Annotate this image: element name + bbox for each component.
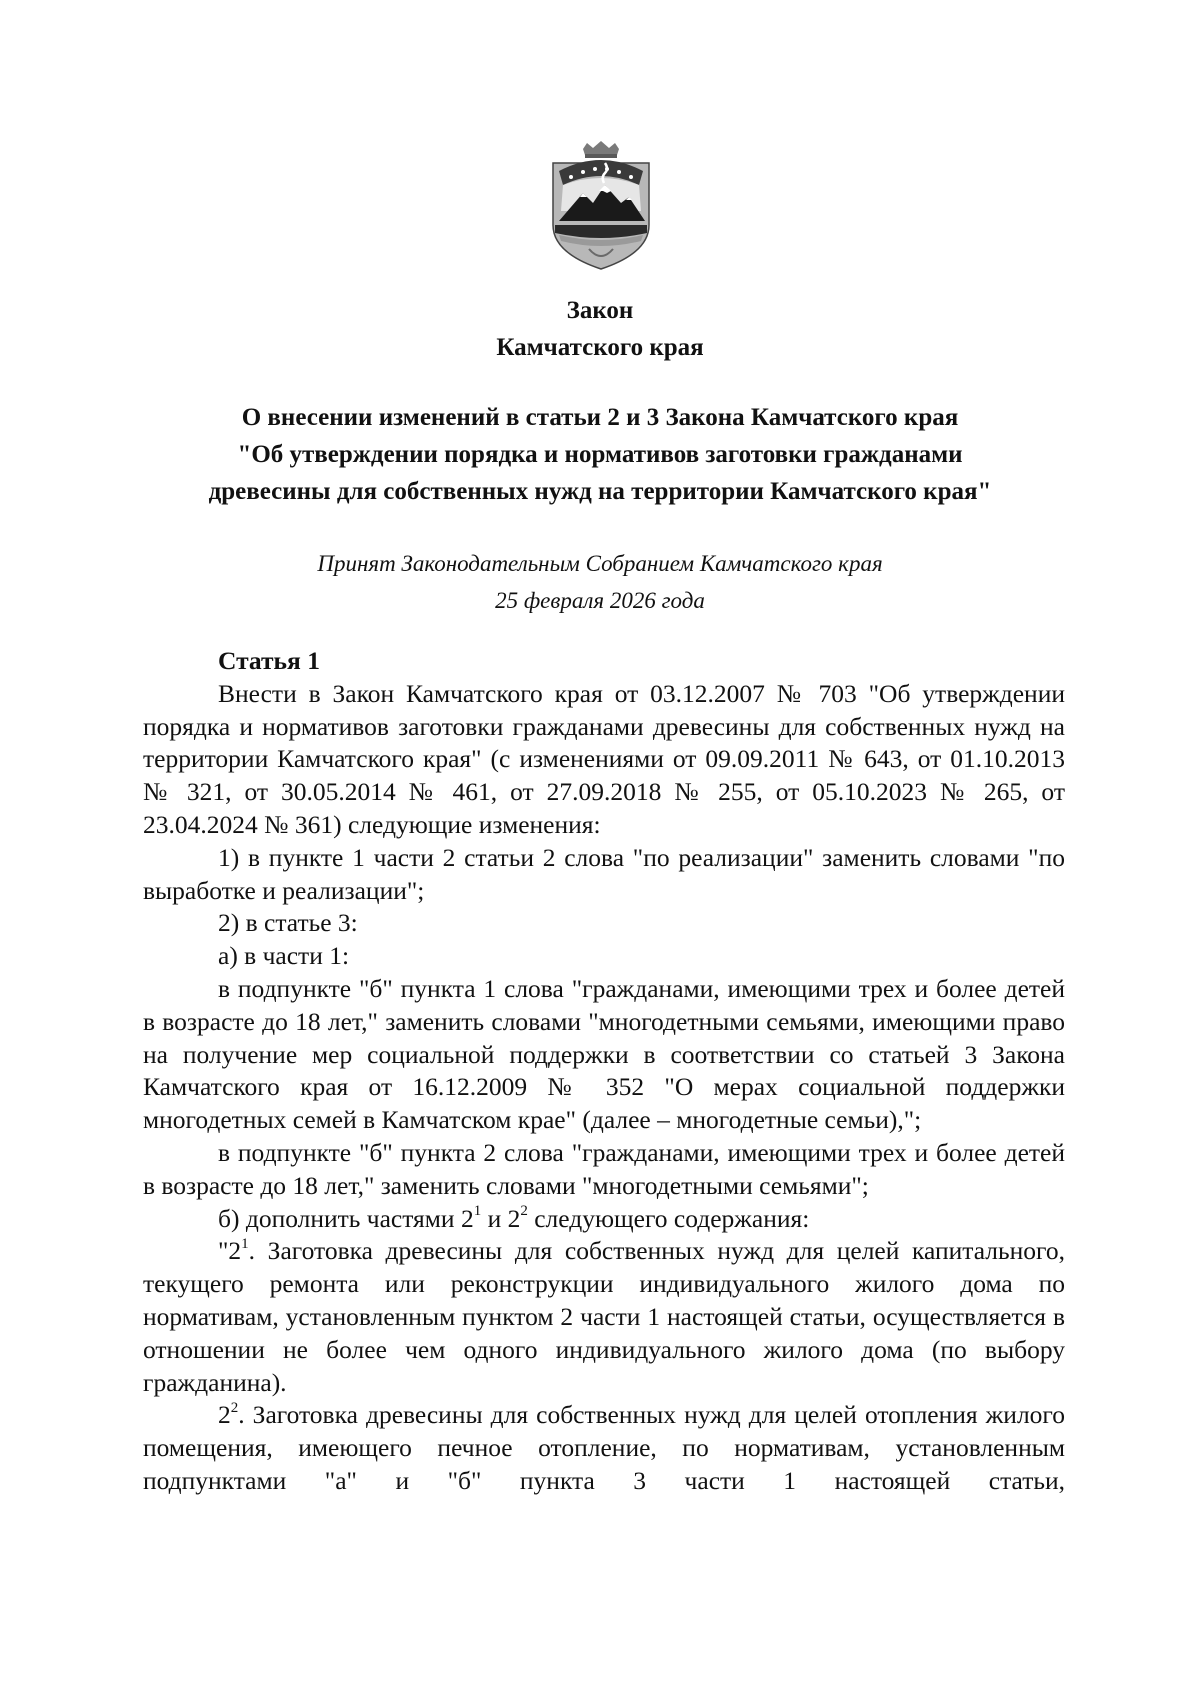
adoption-date: 25 февраля 2026 года bbox=[495, 588, 705, 613]
law-region: Камчатского края bbox=[496, 334, 704, 361]
article-item-2a-paragraph-1: в подпункте "б" пункта 1 слова "гражданами, имеющими трех и более детей в возрасте до 18 лет," заменить словами "многодетными семьями, имеющими право на получение мер социальной поддержки в соответствии со статьей 3 Закона Камчатского края от 16.12.2009 № 352 "О мерах социальной поддержки многодетных семей в Камчатском крае" (далее – многодетные семьи),"; bbox=[143, 973, 1065, 1135]
law-header bbox=[0, 292, 1200, 366]
part-2-2-sup: 2 bbox=[230, 1399, 239, 1416]
part-2-1-sup: 1 bbox=[241, 1235, 249, 1252]
title-line-2: "Об утверждении порядка и нормативов заготовки гражданами bbox=[237, 441, 963, 468]
article-item-2: 2) в статье 3: bbox=[218, 908, 358, 938]
part-2-2-number: 2 bbox=[218, 1400, 231, 1430]
law-title bbox=[0, 399, 1200, 510]
law-word: Закон bbox=[566, 297, 634, 324]
item-2b-sup-2: 2 bbox=[520, 1203, 528, 1220]
part-2-2 bbox=[143, 1399, 1065, 1497]
item-2b-mid: и 2 bbox=[481, 1203, 521, 1233]
title-line-1: О внесении изменений в статьи 2 и 3 Закона Камчатского края bbox=[241, 404, 959, 431]
item-2b-sup-1: 1 bbox=[473, 1203, 482, 1220]
item-2b-start: б) дополнить частями 2 bbox=[218, 1203, 474, 1233]
part-2-1 bbox=[143, 1235, 1065, 1399]
adoption-note bbox=[0, 545, 1200, 619]
article-item-2b bbox=[143, 1203, 1065, 1236]
part-2-1-text: . Заготовка древесины для собственных нужд для целей капитального, текущего ремонта или реконструкции индивидуального жилого дома по нормативам, установленным пунктом 2 части 1 настоящей статьи, осуществляется в отношении не более чем одного индивидуального жилого дома (по выбору гражданина). bbox=[143, 1236, 1065, 1397]
article-intro: Внести в Закон Камчатского края от 03.12.2007 № 703 "Об утверждении порядка и нормативов заготовки гражданами древесины для собственных нужд на территории Камчатского края" (с изменениями от 09.09.2011 № 643, от 01.10.2013 № 321, от 30.05.2014 № 461, от 27.09.2018 № 255, от 05.10.2023 № 265, от 23.04.2024 № 361) следующие изменения: bbox=[143, 678, 1065, 839]
article-item-1: 1) в пункте 1 части 2 статьи 2 слова "по реализации" заменить словами "по выработке и реализации"; bbox=[143, 842, 1065, 905]
article-body bbox=[143, 645, 1065, 1498]
item-2b-end: следующего содержания: bbox=[527, 1203, 810, 1233]
article-item-2a: а) в части 1: bbox=[218, 941, 350, 971]
adoption-body: Принят Законодательным Собранием Камчатского края bbox=[317, 551, 883, 576]
part-2-1-number: "2 bbox=[218, 1236, 242, 1266]
article-item-2a-paragraph-2: в подпункте "б" пункта 2 слова "гражданами, имеющими трех и более детей в возрасте до 18 лет," заменить словами "многодетными семьями"; bbox=[143, 1137, 1065, 1200]
coat-of-arms-icon bbox=[549, 141, 653, 273]
part-2-2-text: . Заготовка древесины для собственных нужд для целей отопления жилого помещения, имеющего печное отопление, по нормативам, установленным подпунктами "а" и "б" пункта 3 части 1 настоящей статьи, bbox=[143, 1400, 1065, 1495]
article-heading: Статья 1 bbox=[218, 646, 320, 675]
title-line-3: древесины для собственных нужд на территории Камчатского края" bbox=[208, 478, 992, 505]
